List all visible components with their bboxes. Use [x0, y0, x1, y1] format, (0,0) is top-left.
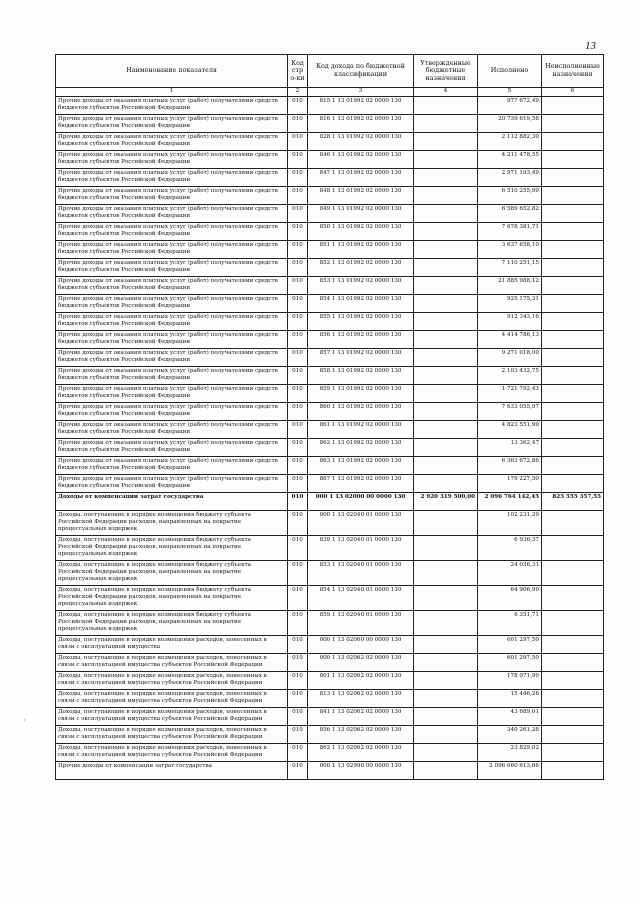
row-line-code: 010	[288, 493, 308, 511]
row-line-code: 010	[288, 223, 308, 241]
column-number-row	[56, 88, 604, 97]
table-row	[56, 744, 604, 762]
row-unexecuted	[542, 672, 604, 690]
row-income-code: 853 1 13 01992 02 0000 130	[308, 277, 414, 295]
row-approved	[414, 475, 478, 493]
row-approved	[414, 151, 478, 169]
table-header-row	[56, 55, 604, 88]
row-unexecuted	[542, 511, 604, 536]
row-income-code: 828 1 13 01992 02 0000 130	[308, 133, 414, 151]
row-line-code: 010	[288, 133, 308, 151]
column-number: 3	[308, 88, 414, 97]
column-number: 4	[414, 88, 478, 97]
row-executed: 925 175,31	[478, 295, 542, 313]
row-approved	[414, 654, 478, 672]
row-income-code: 862 1 13 01992 02 0000 130	[308, 439, 414, 457]
row-approved	[414, 115, 478, 133]
table-row	[56, 115, 604, 133]
row-income-code: 867 1 13 01992 02 0000 130	[308, 475, 414, 493]
row-approved	[414, 223, 478, 241]
row-approved	[414, 762, 478, 780]
table-row	[56, 313, 604, 331]
row-approved	[414, 367, 478, 385]
row-income-code: 860 1 13 01992 02 0000 130	[308, 403, 414, 421]
row-line-code: 010	[288, 475, 308, 493]
table-row	[56, 439, 604, 457]
row-name: Доходы, поступающие в порядке возмещения расходов, понесенных в связи с эксплуатацией имущества субъектов Российской Федерации	[56, 744, 288, 762]
row-name: Прочие доходы от оказания платных услуг (работ) получателями средств бюджетов субъектов Российской Федерации	[56, 439, 288, 457]
row-line-code: 010	[288, 672, 308, 690]
row-unexecuted	[542, 205, 604, 223]
row-line-code: 010	[288, 636, 308, 654]
table-row	[56, 672, 604, 690]
row-approved	[414, 561, 478, 586]
row-unexecuted	[542, 133, 604, 151]
header-name: Наименование показателя	[56, 55, 288, 88]
row-income-code: 847 1 13 01992 02 0000 130	[308, 169, 414, 187]
row-approved	[414, 672, 478, 690]
row-line-code: 010	[288, 744, 308, 762]
row-unexecuted	[542, 439, 604, 457]
row-unexecuted	[542, 259, 604, 277]
table-row	[56, 187, 604, 205]
row-executed: 601 297,50	[478, 654, 542, 672]
row-executed: 912 343,16	[478, 313, 542, 331]
row-name: Прочие доходы от оказания платных услуг (работ) получателями средств бюджетов субъектов Российской Федерации	[56, 295, 288, 313]
table-row	[56, 295, 604, 313]
row-line-code: 010	[288, 439, 308, 457]
table-row	[56, 349, 604, 367]
row-income-code: 855 1 13 01992 02 0000 130	[308, 313, 414, 331]
row-line-code: 010	[288, 295, 308, 313]
row-executed: 7 633 055,07	[478, 403, 542, 421]
row-line-code: 010	[288, 331, 308, 349]
row-approved	[414, 536, 478, 561]
row-unexecuted	[542, 708, 604, 726]
row-approved	[414, 133, 478, 151]
row-income-code: 816 1 13 01992 02 0000 130	[308, 115, 414, 133]
row-executed: 4 823 551,99	[478, 421, 542, 439]
row-approved	[414, 403, 478, 421]
row-approved	[414, 259, 478, 277]
header-income-code: Код дохода по бюджетной классификации	[308, 55, 414, 88]
table-row	[56, 169, 604, 187]
row-name: Доходы, поступающие в порядке возмещения бюджету субъекта Российской Федерации расходов, направленных на покрытие процессуальных издержек	[56, 586, 288, 611]
row-executed: 2 103 432,75	[478, 367, 542, 385]
row-name: Доходы, поступающие в порядке возмещения бюджету субъекта Российской Федерации расходов, направленных на покрытие процессуальных издержек	[56, 561, 288, 586]
row-name: Прочие доходы от оказания платных услуг (работ) получателями средств бюджетов субъектов Российской Федерации	[56, 331, 288, 349]
table-row	[56, 511, 604, 536]
table-row	[56, 205, 604, 223]
row-approved	[414, 295, 478, 313]
row-approved	[414, 586, 478, 611]
row-line-code: 010	[288, 403, 308, 421]
row-line-code: 010	[288, 205, 308, 223]
row-approved	[414, 205, 478, 223]
income-report-table	[55, 54, 604, 780]
header-executed: Исполнено	[478, 55, 542, 88]
row-executed: 179 227,50	[478, 475, 542, 493]
row-executed: 7 110 251,15	[478, 259, 542, 277]
row-executed: 7 678 381,71	[478, 223, 542, 241]
table-row	[56, 493, 604, 511]
row-approved	[414, 690, 478, 708]
row-approved	[414, 97, 478, 115]
row-unexecuted: 823 555 357,55	[542, 493, 604, 511]
row-name: Доходы, поступающие в порядке возмещения бюджету субъекта Российской Федерации расходов, направленных на покрытие процессуальных издержек	[56, 536, 288, 561]
row-income-code: 815 1 13 01992 02 0000 130	[308, 97, 414, 115]
row-unexecuted	[542, 313, 604, 331]
table-row	[56, 690, 604, 708]
row-approved	[414, 726, 478, 744]
table-row	[56, 385, 604, 403]
row-executed: 2 112 882,30	[478, 133, 542, 151]
row-line-code: 010	[288, 313, 308, 331]
row-executed: 340 261,28	[478, 726, 542, 744]
row-name: Доходы, поступающие в порядке возмещения расходов, понесенных в связи с эксплуатацией имущества субъектов Российской Федерации	[56, 672, 288, 690]
row-income-code: 841 1 13 02062 02 0000 130	[308, 708, 414, 726]
row-unexecuted	[542, 690, 604, 708]
table-row	[56, 331, 604, 349]
row-executed: 1 721 792,43	[478, 385, 542, 403]
table-row	[56, 475, 604, 493]
row-unexecuted	[542, 223, 604, 241]
row-income-code: 856 1 13 01992 02 0000 130	[308, 331, 414, 349]
row-executed: 15 446,26	[478, 690, 542, 708]
row-line-code: 010	[288, 115, 308, 133]
row-line-code: 010	[288, 421, 308, 439]
row-name: Доходы, поступающие в порядке возмещения бюджету субъекта Российской Федерации расходов, направленных на покрытие процессуальных издержек	[56, 511, 288, 536]
row-line-code: 010	[288, 367, 308, 385]
row-income-code: 863 1 13 01992 02 0000 130	[308, 457, 414, 475]
row-unexecuted	[542, 421, 604, 439]
row-name: Прочие доходы от оказания платных услуг (работ) получателями средств бюджетов субъектов Российской Федерации	[56, 187, 288, 205]
row-name: Прочие доходы от оказания платных услуг (работ) получателями средств бюджетов субъектов Российской Федерации	[56, 313, 288, 331]
row-line-code: 010	[288, 611, 308, 636]
table-row	[56, 611, 604, 636]
table-row	[56, 241, 604, 259]
row-executed: 4 211 478,55	[478, 151, 542, 169]
row-unexecuted	[542, 403, 604, 421]
row-executed: 6 363 672,86	[478, 457, 542, 475]
row-unexecuted	[542, 187, 604, 205]
row-income-code: 851 1 13 01992 02 0000 130	[308, 241, 414, 259]
row-income-code: 801 1 13 02062 02 0000 130	[308, 672, 414, 690]
row-income-code: 846 1 13 01992 02 0000 130	[308, 151, 414, 169]
table-row	[56, 654, 604, 672]
row-line-code: 010	[288, 277, 308, 295]
table-row	[56, 726, 604, 744]
row-income-code: 852 1 13 01992 02 0000 130	[308, 259, 414, 277]
row-income-code: 861 1 13 01992 02 0000 130	[308, 421, 414, 439]
row-approved	[414, 169, 478, 187]
row-name: Прочие доходы от оказания платных услуг (работ) получателями средств бюджетов субъектов Российской Федерации	[56, 115, 288, 133]
row-income-code: 848 1 13 01992 02 0000 130	[308, 187, 414, 205]
row-income-code: 853 1 13 02040 01 0000 130	[308, 561, 414, 586]
table-row	[56, 133, 604, 151]
row-approved	[414, 439, 478, 457]
row-line-code: 010	[288, 169, 308, 187]
table-row	[56, 708, 604, 726]
row-name: Доходы, поступающие в порядке возмещения расходов, понесенных в связи с эксплуатацией имущества субъектов Российской Федерации	[56, 708, 288, 726]
row-line-code: 010	[288, 259, 308, 277]
row-executed: 2 971 193,49	[478, 169, 542, 187]
row-name: Доходы, поступающие в порядке возмещения расходов, понесенных в связи с эксплуатацией имущества субъектов Российской Федерации	[56, 690, 288, 708]
row-executed: 13 362,47	[478, 439, 542, 457]
row-income-code: 849 1 13 01992 02 0000 130	[308, 205, 414, 223]
row-line-code: 010	[288, 97, 308, 115]
row-approved	[414, 457, 478, 475]
row-line-code: 010	[288, 187, 308, 205]
row-approved	[414, 636, 478, 654]
column-number: 5	[478, 88, 542, 97]
row-unexecuted	[542, 654, 604, 672]
row-name: Прочие доходы от оказания платных услуг (работ) получателями средств бюджетов субъектов Российской Федерации	[56, 349, 288, 367]
row-executed: 43 689,01	[478, 708, 542, 726]
row-name: Прочие доходы от оказания платных услуг (работ) получателями средств бюджетов субъектов Российской Федерации	[56, 277, 288, 295]
row-name: Прочие доходы от оказания платных услуг (работ) получателями средств бюджетов субъектов Российской Федерации	[56, 169, 288, 187]
row-income-code: 813 1 13 02062 02 0000 130	[308, 690, 414, 708]
row-income-code: 857 1 13 01992 02 0000 130	[308, 349, 414, 367]
column-number: 6	[542, 88, 604, 97]
row-executed: 102 231,29	[478, 511, 542, 536]
header-approved: Утвержденные бюджетные назначения	[414, 55, 478, 88]
row-name: Прочие доходы от оказания платных услуг (работ) получателями средств бюджетов субъектов Российской Федерации	[56, 403, 288, 421]
row-executed: 23 829,02	[478, 744, 542, 762]
row-line-code: 010	[288, 726, 308, 744]
row-unexecuted	[542, 611, 604, 636]
row-income-code: 850 1 13 01992 02 0000 130	[308, 223, 414, 241]
table-row	[56, 151, 604, 169]
row-name: Прочие доходы от оказания платных услуг (работ) получателями средств бюджетов субъектов Российской Федерации	[56, 457, 288, 475]
row-approved	[414, 241, 478, 259]
row-approved	[414, 421, 478, 439]
row-line-code: 010	[288, 457, 308, 475]
margin-mark: ·	[23, 716, 26, 725]
table-row	[56, 367, 604, 385]
row-income-code: 000 1 13 02000 00 0000 130	[308, 493, 414, 511]
row-unexecuted	[542, 726, 604, 744]
row-name: Доходы, поступающие в порядке возмещения бюджету субъекта Российской Федерации расходов, направленных на покрытие процессуальных издержек	[56, 611, 288, 636]
row-executed: 3 637 658,10	[478, 241, 542, 259]
row-income-code: 000 1 13 02040 01 0000 130	[308, 511, 414, 536]
table-row	[56, 259, 604, 277]
table-row	[56, 223, 604, 241]
row-executed: 6 351,71	[478, 611, 542, 636]
row-approved	[414, 511, 478, 536]
row-income-code: 856 1 13 02062 02 0000 130	[308, 726, 414, 744]
row-income-code: 000 1 13 02062 02 0000 130	[308, 654, 414, 672]
row-approved	[414, 708, 478, 726]
table-row	[56, 586, 604, 611]
table-row	[56, 403, 604, 421]
row-unexecuted	[542, 277, 604, 295]
row-executed: 601 297,50	[478, 636, 542, 654]
row-name: Прочие доходы от оказания платных услуг (работ) получателями средств бюджетов субъектов Российской Федерации	[56, 421, 288, 439]
row-executed: 4 414 786,13	[478, 331, 542, 349]
column-number: 2	[288, 88, 308, 97]
row-income-code: 858 1 13 01992 02 0000 130	[308, 367, 414, 385]
row-unexecuted	[542, 241, 604, 259]
table-row	[56, 97, 604, 115]
row-name: Доходы, поступающие в порядке возмещения расходов, понесенных в связи с эксплуатацией имущества	[56, 636, 288, 654]
row-name: Прочие доходы от компенсации затрат государства	[56, 762, 288, 780]
row-name: Прочие доходы от оказания платных услуг (работ) получателями средств бюджетов субъектов Российской Федерации	[56, 385, 288, 403]
row-unexecuted	[542, 295, 604, 313]
row-line-code: 010	[288, 586, 308, 611]
row-line-code: 010	[288, 349, 308, 367]
row-executed: 178 071,99	[478, 672, 542, 690]
row-income-code: 854 1 13 01992 02 0000 130	[308, 295, 414, 313]
row-line-code: 010	[288, 511, 308, 536]
row-executed: 24 036,31	[478, 561, 542, 586]
row-unexecuted	[542, 636, 604, 654]
row-line-code: 010	[288, 762, 308, 780]
row-unexecuted	[542, 586, 604, 611]
table-row	[56, 561, 604, 586]
row-executed: 6 936,37	[478, 536, 542, 561]
row-name: Прочие доходы от оказания платных услуг (работ) получателями средств бюджетов субъектов Российской Федерации	[56, 475, 288, 493]
row-approved	[414, 187, 478, 205]
row-name: Прочие доходы от оказания платных услуг (работ) получателями средств бюджетов субъектов Российской Федерации	[56, 97, 288, 115]
table-row	[56, 277, 604, 295]
table-body	[56, 97, 604, 780]
row-approved	[414, 331, 478, 349]
row-approved: 2 920 319 500,00	[414, 493, 478, 511]
table-row	[56, 636, 604, 654]
row-unexecuted	[542, 367, 604, 385]
column-number: 1	[56, 88, 288, 97]
row-unexecuted	[542, 561, 604, 586]
row-name: Прочие доходы от оказания платных услуг (работ) получателями средств бюджетов субъектов Российской Федерации	[56, 205, 288, 223]
row-executed: 2 096 060 613,66	[478, 762, 542, 780]
row-unexecuted	[542, 475, 604, 493]
row-unexecuted	[542, 331, 604, 349]
row-line-code: 010	[288, 654, 308, 672]
row-unexecuted	[542, 536, 604, 561]
row-executed: 64 906,90	[478, 586, 542, 611]
row-line-code: 010	[288, 536, 308, 561]
row-unexecuted	[542, 151, 604, 169]
row-approved	[414, 277, 478, 295]
page-number: 13	[585, 40, 596, 52]
row-executed: 21 885 988,12	[478, 277, 542, 295]
row-line-code: 010	[288, 561, 308, 586]
row-name: Доходы от компенсации затрат государства	[56, 493, 288, 511]
row-approved	[414, 349, 478, 367]
table-row	[56, 762, 604, 780]
row-income-code: 862 1 13 02062 02 0000 130	[308, 744, 414, 762]
row-name: Прочие доходы от оказания платных услуг (работ) получателями средств бюджетов субъектов Российской Федерации	[56, 259, 288, 277]
row-income-code: 839 1 13 02040 01 0000 130	[308, 536, 414, 561]
row-name: Прочие доходы от оказания платных услуг (работ) получателями средств бюджетов субъектов Российской Федерации	[56, 133, 288, 151]
row-executed: 6 510 255,99	[478, 187, 542, 205]
row-executed: 20 739 619,58	[478, 115, 542, 133]
header-line-code: Код стро-ки	[288, 55, 308, 88]
row-name: Прочие доходы от оказания платных услуг (работ) получателями средств бюджетов субъектов Российской Федерации	[56, 223, 288, 241]
row-income-code: 000 1 13 02060 00 0000 130	[308, 636, 414, 654]
row-unexecuted	[542, 169, 604, 187]
row-name: Прочие доходы от оказания платных услуг (работ) получателями средств бюджетов субъектов Российской Федерации	[56, 241, 288, 259]
row-income-code: 000 1 13 02990 00 0000 130	[308, 762, 414, 780]
table-row	[56, 536, 604, 561]
row-line-code: 010	[288, 708, 308, 726]
row-unexecuted	[542, 349, 604, 367]
row-line-code: 010	[288, 241, 308, 259]
row-name: Доходы, поступающие в порядке возмещения расходов, понесенных в связи с эксплуатацией имущества субъектов Российской Федерации	[56, 726, 288, 744]
row-unexecuted	[542, 115, 604, 133]
row-income-code: 859 1 13 01992 02 0000 130	[308, 385, 414, 403]
row-unexecuted	[542, 385, 604, 403]
row-approved	[414, 744, 478, 762]
row-line-code: 010	[288, 385, 308, 403]
row-executed: 977 672,49	[478, 97, 542, 115]
row-unexecuted	[542, 744, 604, 762]
row-approved	[414, 611, 478, 636]
row-income-code: 854 1 13 02040 01 0000 130	[308, 586, 414, 611]
row-executed: 2 096 764 142,45	[478, 493, 542, 511]
row-unexecuted	[542, 457, 604, 475]
table-row	[56, 421, 604, 439]
row-line-code: 010	[288, 690, 308, 708]
row-name: Прочие доходы от оказания платных услуг (работ) получателями средств бюджетов субъектов Российской Федерации	[56, 367, 288, 385]
row-executed: 9 271 018,00	[478, 349, 542, 367]
header-unexecuted: Неисполненные назначения	[542, 55, 604, 88]
row-name: Прочие доходы от оказания платных услуг (работ) получателями средств бюджетов субъектов Российской Федерации	[56, 151, 288, 169]
row-approved	[414, 385, 478, 403]
row-unexecuted	[542, 97, 604, 115]
row-line-code: 010	[288, 151, 308, 169]
row-name: Доходы, поступающие в порядке возмещения расходов, понесенных в связи с эксплуатацией имущества субъектов Российской Федерации	[56, 654, 288, 672]
row-executed: 6 589 652,82	[478, 205, 542, 223]
row-income-code: 859 1 13 02040 01 0000 130	[308, 611, 414, 636]
row-unexecuted	[542, 762, 604, 780]
row-approved	[414, 313, 478, 331]
table-row	[56, 457, 604, 475]
